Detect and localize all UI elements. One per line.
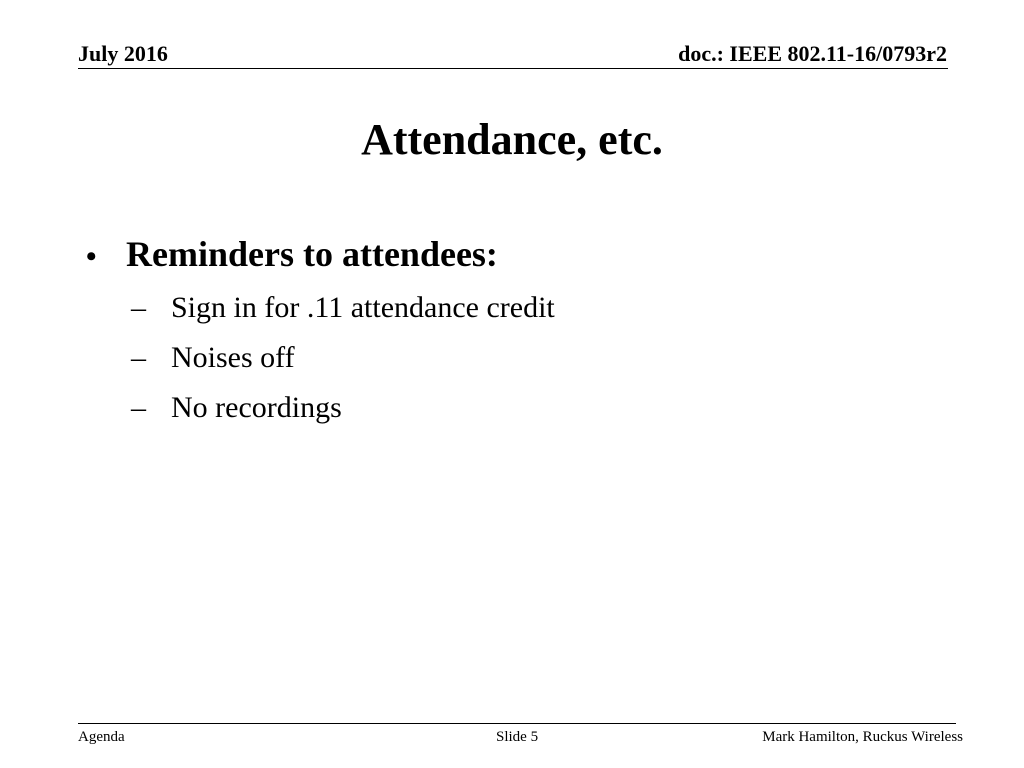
footer-divider (78, 723, 956, 724)
sub-bullet-item (131, 333, 946, 383)
sub-bullet-list (86, 283, 946, 433)
sub-bullet-text: Sign in for .11 attendance credit (171, 291, 555, 324)
sub-bullet-marker: – (131, 291, 146, 324)
header-doc-id: doc.: IEEE 802.11-16/0793r2 (678, 41, 947, 66)
sub-bullet-item (131, 383, 946, 433)
slide-title: Attendance, etc. (361, 115, 663, 164)
footer-slide-number: Slide 5 (496, 729, 539, 745)
footer-section: Agenda (78, 729, 125, 745)
sub-bullet-marker: – (131, 391, 146, 424)
bullet-text: Reminders to attendees: (126, 234, 498, 274)
bullet-list (86, 230, 946, 433)
sub-bullet-item (131, 283, 946, 333)
bullet-marker: • (86, 240, 97, 273)
header-date: July 2016 (78, 41, 168, 66)
sub-bullet-text: No recordings (171, 391, 342, 424)
bullet-item (86, 230, 946, 433)
footer-author: Mark Hamilton, Ruckus Wireless (762, 729, 963, 745)
sub-bullet-text: Noises off (171, 341, 295, 374)
sub-bullet-marker: – (131, 341, 146, 374)
header-divider (78, 68, 948, 69)
